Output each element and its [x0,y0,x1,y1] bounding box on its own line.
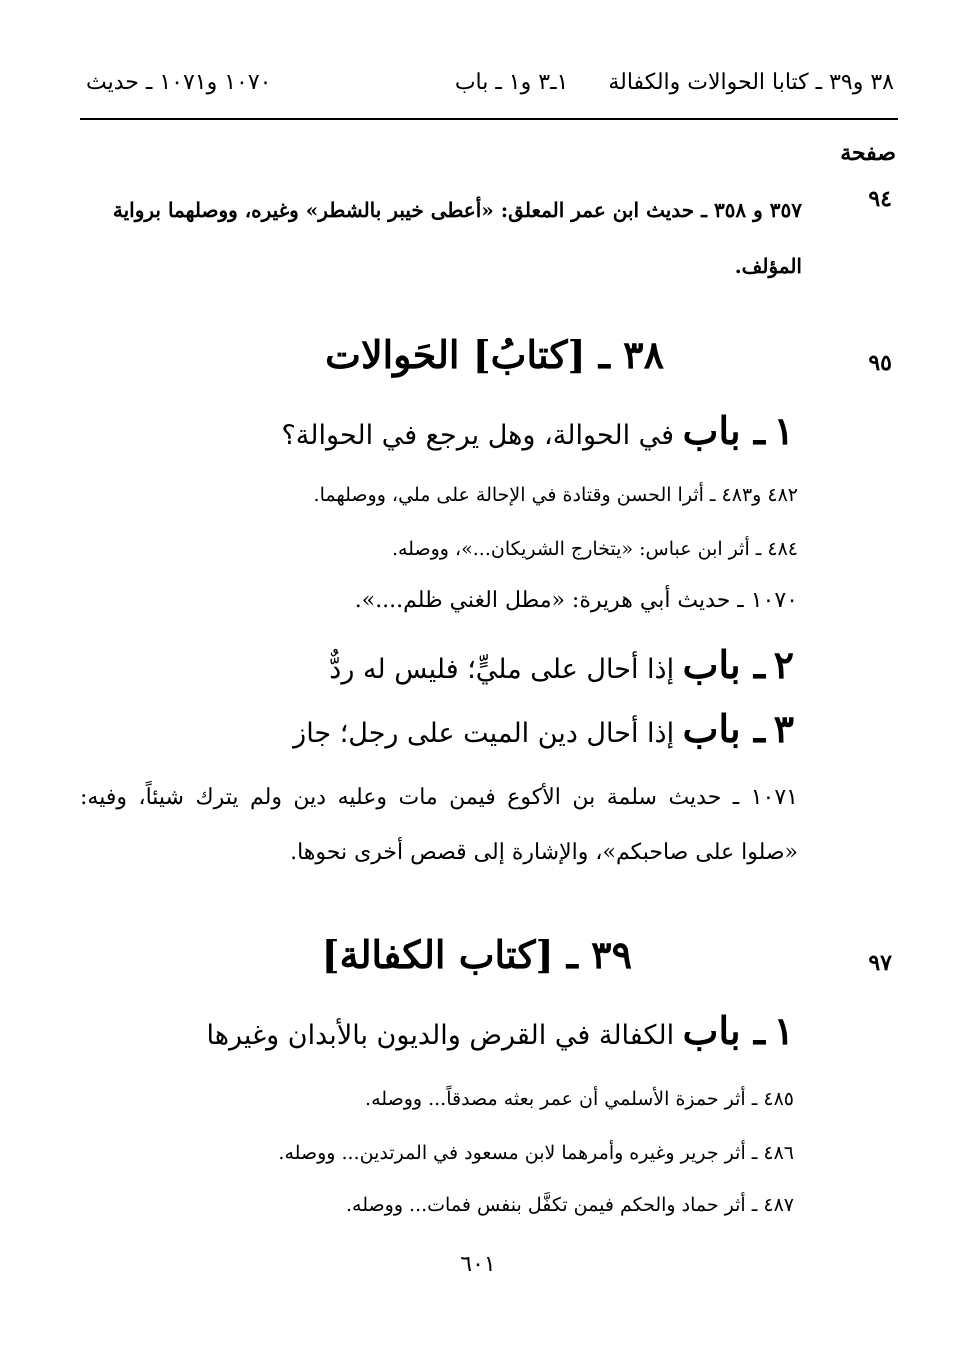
bab-title: الكفالة في القرض والديون بالأبدان وغيرها [206,1020,675,1051]
page-number-95: ٩٥ [868,350,892,376]
list-item: ٤٨٧ ـ أثر حماد والحكم فيمن تكفَّل بنفس فمات... ووصله. [346,1194,794,1216]
running-header-right [455,70,894,95]
running-header-left: ١٠٧٠ و١٠٧١ ـ حديث [86,70,272,95]
header-books-title: ٣٨ و٣٩ ـ كتابا الحوالات والكفالة [608,70,894,95]
bab-word: باب [682,706,741,751]
book-title-hawalat: ٣٨ ـ [كتابُ] الحَوالات [325,332,664,377]
list-item: ٤٨٤ ـ أثر ابن عباس: «يتخارج الشريكان...»، ووصله. [391,538,798,560]
bab-word: باب [682,1008,741,1053]
bab-word: باب [682,408,741,453]
bab-word: باب [682,642,741,687]
bab-3-hawala: ٣ ـ باب إذا أحال دين الميت على رجل؛ جاز [293,706,794,751]
list-item: ٤٨٢ و٤٨٣ ـ أثرا الحسن وقتادة في الإحالة على ملي، ووصلهما. [313,484,798,506]
header-chapters: ١ـ٣ و١ ـ باب [454,70,569,95]
page-column-label: صفحة [840,140,896,166]
bab-number: ١ [773,408,794,453]
header-rule [80,118,898,120]
page-number-97: ٩٧ [868,950,892,976]
list-item: ١٠٧٠ ـ حديث أبي هريرة: «مطل الغني ظلم....». [354,588,798,613]
folio-number: ٦٠١ [460,1252,496,1277]
list-item: ٤٨٥ ـ أثر حمزة الأسلمي أن عمر بعثه مصدقاً... ووصله. [365,1088,794,1110]
bab-title: إذا أحال على مليٍّ؛ فليس له ردٌّ [329,654,675,685]
list-item-long: ١٠٧١ ـ حديث سلمة بن الأكوع فيمن مات وعليه دين ولم يترك شيئاً، وفيه: «صلوا على صاحبكم»، والإشارة إلى قصص أخرى نحوها. [80,785,798,865]
list-item: ٤٨٦ ـ أثر جرير وغيره وأمرهما لابن مسعود في المرتدين... ووصله. [278,1142,794,1164]
bab-number: ٢ [773,642,794,687]
bab-number: ١ [773,1008,794,1053]
bab-title: في الحوالة، وهل يرجع في الحوالة؟ [281,420,675,451]
entry-text-94: ٣٥٧ و ٣٥٨ ـ حديث ابن عمر المعلق: «أعطى خيبر بالشطر» وغيره، ووصلهما برواية المؤلف. [112,198,802,278]
bab-1-kafala: ١ ـ باب الكفالة في القرض والديون بالأبدان وغيرها [206,1008,794,1053]
page-number-94: ٩٤ [868,186,892,212]
bab-title: إذا أحال دين الميت على رجل؛ جاز [293,718,675,749]
bab-2-hawala: ٢ ـ باب إذا أحال على مليٍّ؛ فليس له ردٌّ [329,642,794,687]
bab-number: ٣ [773,706,794,751]
bab-1-hawala: ١ ـ باب في الحوالة، وهل يرجع في الحوالة؟ [281,408,794,453]
book-title-kafala: ٣٩ ـ [كتاب الكفالة] [321,932,632,977]
